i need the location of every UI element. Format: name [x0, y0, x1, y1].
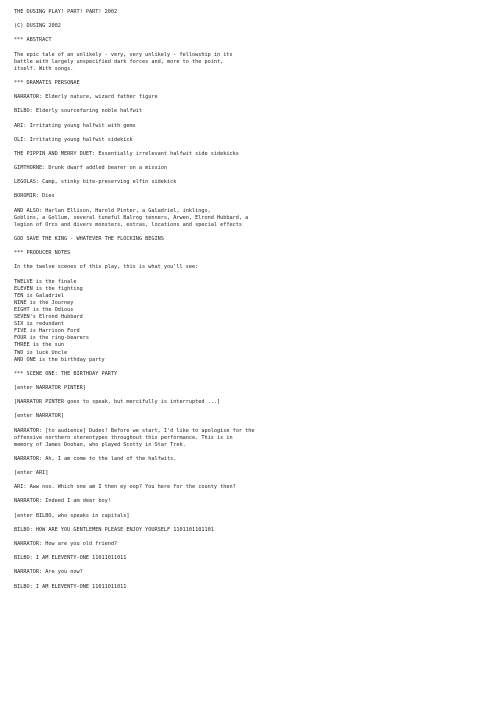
text-line: NARRATOR: Indeed I am dear boy!: [14, 498, 111, 505]
blank-line: [14, 548, 488, 555]
text-line: TWELVE is the finale: [14, 278, 77, 285]
text-line: FIVE is Harrison Ford: [14, 328, 80, 335]
blank-line: [14, 144, 488, 151]
blank-line: [14, 101, 488, 108]
blank-line: [14, 130, 488, 137]
text-line: FOUR is the ring-bearers: [14, 335, 89, 342]
text-line: battle with largely unspecified dark forces and, more to the point,: [14, 58, 224, 65]
blank-line: [14, 378, 488, 385]
text-line: GOD SAVE THE KING - WHATEVER THE FLOCKING BEGINS: [14, 236, 164, 242]
text-line: TWO is luck Uncle: [14, 349, 68, 356]
text-line: [enter NARRATOR]: [14, 413, 64, 420]
text-line: (C) DUSING 2002: [14, 23, 61, 30]
blank-line: [14, 520, 488, 527]
blank-line: [14, 420, 488, 427]
text-line: The epic tale of an unlikely - very, very unlikely - fellowship in its: [14, 51, 233, 58]
text-line: ARI: Irritating young halfwit with gems: [14, 122, 136, 129]
text-line: NINE is the Journey: [14, 299, 74, 306]
text-line: THREE is the sun: [14, 342, 64, 349]
blank-line: [14, 257, 488, 264]
text-line: ARI: Aww noo. Which one am I then ey oop? You here for the county then?: [14, 484, 236, 491]
text-line: BILBO: HOW ARE YOU GENTLEMEN PLEASE ENJOY YOURSELF 1101101101101: [14, 526, 214, 533]
text-line: [NARRATOR PINTER goes to speak, but mercifully is interrupted ...]: [14, 399, 221, 406]
blank-line: [14, 406, 488, 413]
text-line: *** SCENE ONE: THE BIRTHDAY PARTY: [14, 370, 118, 377]
blank-line: [14, 73, 488, 80]
blank-line: [14, 201, 488, 208]
blank-line: [14, 243, 488, 250]
text-line: NARRATOR: Are you now?: [14, 569, 83, 576]
text-line: AND ONE is the birthday party: [14, 356, 105, 363]
text-line: ELEVEN is the fighting: [14, 285, 83, 292]
text-line: *** DRAMATIS PERSONAE: [14, 79, 80, 86]
blank-line: [14, 562, 488, 569]
blank-line: [14, 87, 488, 94]
text-line: BILBO: I AM ELEVENTY-ONE 11011011011: [14, 583, 127, 590]
text-line: SEVEN's Elrond Hubbard: [14, 314, 83, 321]
text-line: *** PRODUCER NOTES: [14, 250, 71, 257]
blank-line: [14, 158, 488, 165]
blank-line: [14, 271, 488, 278]
text-line: BILBO: Elderly sourcefaring noble halfwit: [14, 108, 143, 115]
text-line: itself. With songs.: [14, 65, 74, 72]
text-line: [enter ARI]: [14, 470, 49, 477]
blank-line: [14, 463, 488, 470]
text-line: *** ABSTRACT: [14, 37, 52, 44]
blank-line: [14, 364, 488, 371]
text-line: EIGHT is the Odious: [14, 306, 74, 313]
text-line: THE PIPPIN AND MERRY DUET: Essentially irrelevant halfwit side sidekicks: [14, 150, 239, 157]
text-line: OLI: Irritating young halfwit sidekick: [14, 136, 133, 143]
blank-line: [14, 491, 488, 498]
text-line: LEGOLAS: Camp, stinky bite-preserving elfin sidekick: [14, 179, 177, 186]
text-line: Goblins, a Gollum, several tuneful Balrog tenners, Arwen, Elrond Hubbard, a: [14, 214, 249, 221]
text-line: BOROMIR: Dies: [14, 193, 55, 200]
text-line: SIX is redundant: [14, 321, 64, 328]
text-line: legion of Orcs and divers monsters, extras, locations and special effects: [14, 221, 242, 228]
text-line: BILBO: I AM ELEVENTY-ONE 11011011011: [14, 555, 127, 562]
blank-line: [14, 186, 488, 193]
blank-line: [14, 172, 488, 179]
blank-line: [14, 392, 488, 399]
blank-line: [14, 30, 488, 37]
text-line: NARRATOR: Elderly nature, wizard father figure: [14, 94, 158, 101]
text-line: NARRATOR: [to audience] Dudes! Before we start, I'd like to apologise for the: [14, 427, 255, 434]
text-line: GIMTHORNE: Drunk dwarf addled bearer on a mission: [14, 165, 168, 172]
blank-line: [14, 477, 488, 484]
text-line: THE DUSING PLAY! PART! PART! 2002: [14, 9, 118, 15]
blank-line: [14, 506, 488, 513]
blank-line: [14, 16, 488, 23]
text-line: TEN is Galadriel: [14, 292, 64, 299]
blank-line: [14, 534, 488, 541]
text-line: In the twelve scenes of this play, this is what you'll see:: [14, 264, 199, 271]
text-line: AND ALSO: Harlan Ellison, Harold Pinter, a Galadriel, inklings,: [14, 207, 211, 214]
text-line: NARRATOR: Ah, I am come to the land of the halfwits.: [14, 455, 177, 462]
blank-line: [14, 115, 488, 122]
blank-line: [14, 449, 488, 456]
text-line: offensive northern stereotypes throughout this performance. This is in: [14, 434, 233, 441]
blank-line: [14, 229, 488, 236]
blank-line: [14, 577, 488, 584]
text-line: [enter NARRATOR PINTER]: [14, 384, 86, 391]
text-line: memory of James Doohan, who played Scotty in Star Trek.: [14, 441, 186, 448]
text-line: NARRATOR: How are you old friend?: [14, 541, 118, 548]
blank-line: [14, 44, 488, 51]
text-line: [enter BILBO, who speaks in capitals]: [14, 512, 130, 519]
